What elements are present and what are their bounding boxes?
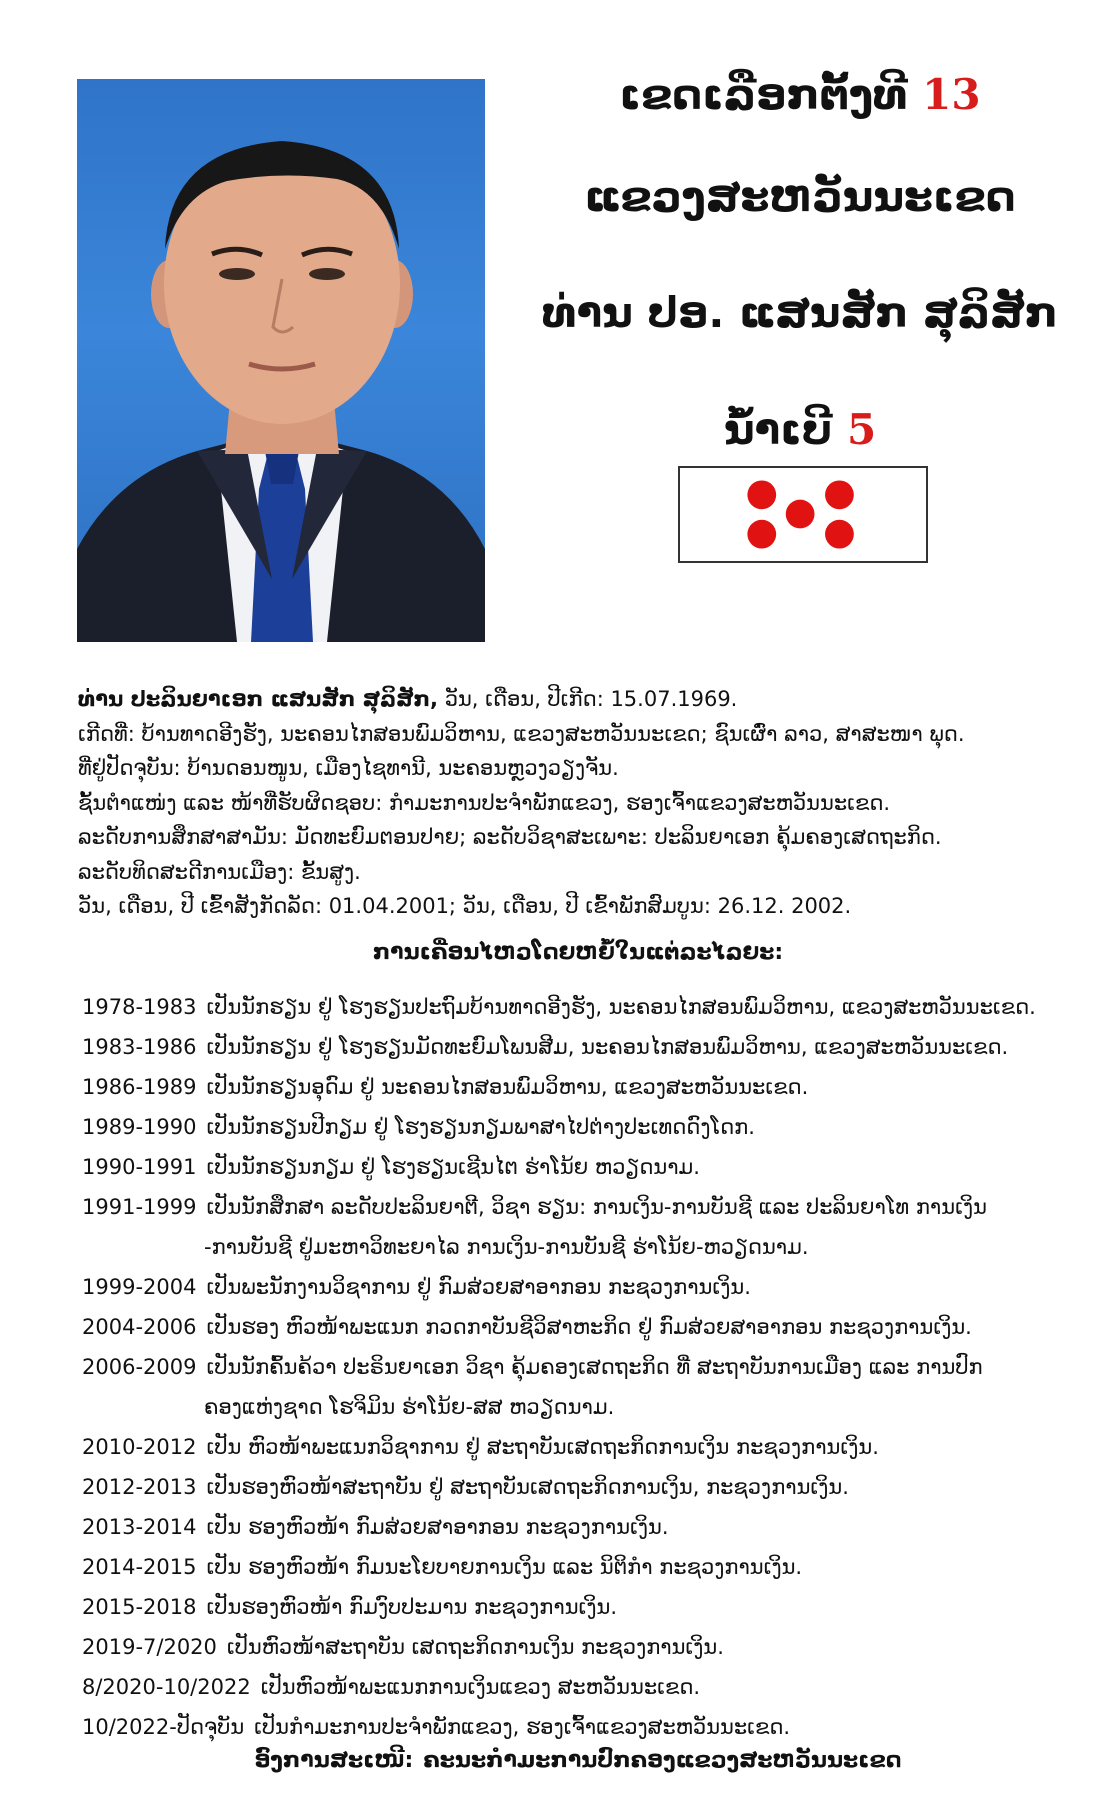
nominating-label: ອົງການສະເໜີ:	[254, 1748, 414, 1773]
career-period: 2015-2018	[82, 1595, 197, 1619]
candidate-name-heading: ທ່ານ ປອ. ແສນສັກ ສຸລິສັກ	[542, 288, 1058, 337]
career-description: ເປັນຫົວໜ້າສະຖາບັນ ເສດຖະກິດການເງິນ ກະຊວງການເງິນ.	[226, 1635, 724, 1659]
career-description-continued: -ການບັນຊີ ຢູ່ມະຫາວິທະຍາໄລ ການເງິນ-ການບັນຊີ ຮ່າໂນ້ຍ-ຫວຽດນາມ.	[204, 1235, 809, 1259]
career-description: ເປັນນັກຮຽນ ຢູ່ ໂຮງຮຽນມັດທະຍົມໂພນສີມ, ນະຄອນໄກສອນພົມວິຫານ, ແຂວງສະຫວັນນະເຂດ.	[206, 1035, 1009, 1059]
constituency-prefix: ເຂດເລືອກຕັ້ງທີ	[619, 70, 908, 119]
ballot-prefix: ນ້ຳເບີ	[723, 405, 833, 454]
career-item	[82, 1507, 1092, 1547]
career-description: ເປັນຮອງຫົວໜ້າ ກົມງົບປະມານ ກະຊວງການເງິນ.	[206, 1595, 618, 1619]
bio-line: ວັນ, ເດືອນ, ປີ ເຂົ້າສັງກັດລັດ: 01.04.2001; ວັນ, ເດືອນ, ປີ ເຂົ້າພັກສົມບູນ: 26.12. 2002.	[78, 894, 852, 918]
career-item	[82, 1427, 1092, 1467]
career-item	[82, 1347, 1092, 1387]
career-description: ເປັນ ຫົວໜ້າພະແນກວິຊາການ ຢູ່ ສະຖາບັນເສດຖະກິດການເງິນ ກະຊວງການເງິນ.	[206, 1435, 879, 1459]
bio-name: ທ່ານ ປະລິນຍາເອກ ແສນສັກ ສຸລິສັກ,	[78, 687, 439, 711]
nominating-organization	[78, 1748, 1078, 1773]
bio-dob: ວັນ, ເດືອນ, ປີເກີດ: 15.07.1969.	[438, 687, 738, 711]
career-description: ເປັນກຳມະການປະຈຳພັກແຂວງ, ຮອງເຈົ້າແຂວງສະຫວັນນະເຂດ.	[254, 1715, 791, 1739]
career-description: ເປັນນັກຮຽນກຽມ ຢູ່ ໂຮງຮຽນເຊີນໄຕ ຮ່າໂນ້ຍ ຫວຽດນາມ.	[206, 1155, 700, 1179]
ballot-symbol-box	[678, 466, 928, 563]
career-period: 1999-2004	[82, 1275, 197, 1299]
career-period: 2012-2013	[82, 1475, 197, 1499]
career-period: 2019-7/2020	[82, 1635, 217, 1659]
career-period: 1983-1986	[82, 1035, 197, 1059]
career-description: ເປັນນັກຮຽນປີກຽມ ຢູ່ ໂຮງຮຽນກຽມພາສາໄປຕ່າງປະເທດດົງໂດກ.	[206, 1115, 755, 1139]
constituency-heading	[520, 70, 1080, 119]
career-item	[82, 1307, 1092, 1347]
constituency-number: 13	[922, 70, 981, 119]
career-period: 1989-1990	[82, 1115, 197, 1139]
bio-name-line	[78, 682, 1088, 717]
career-item	[82, 1627, 1092, 1667]
career-description: ເປັນຮອງຫົວໜ້າສະຖາບັນ ຢູ່ ສະຖາບັນເສດຖະກິດການເງິນ, ກະຊວງການເງິນ.	[206, 1475, 849, 1499]
career-period: 2014-2015	[82, 1555, 197, 1579]
bio-line: ເກີດທີ່: ບ້ານທາດອີງຮັງ, ນະຄອນໄກສອນພົມວິຫານ, ແຂວງສະຫວັນນະເຂດ; ຊົນເຜົ່າ ລາວ, ສາສະໜາ ພຸດ.	[78, 721, 965, 746]
career-item	[82, 1467, 1092, 1507]
career-description: ເປັນ ຮອງຫົວໜ້າ ກົມສ່ວຍສາອາກອນ ກະຊວງການເງິນ.	[206, 1515, 669, 1539]
career-period: 10/2022-ປັດຈຸບັນ	[82, 1715, 245, 1739]
career-item	[82, 1547, 1092, 1587]
career-description: ເປັນນັກຮຽນ ຢູ່ ໂຮງຮຽນປະຖົມບ້ານທາດອີງຮັງ, ນະຄອນໄກສອນພົມວິຫານ, ແຂວງສະຫວັນນະເຂດ.	[206, 995, 1036, 1019]
career-list	[82, 987, 1092, 1747]
career-description: ເປັນນັກສຶກສາ ລະດັບປະລິນຍາຕີ, ວິຊາ ຮຽນ: ການເງິນ-ການບັນຊີ ແລະ ປະລິນຍາໂທ ການເງິນ	[206, 1195, 987, 1219]
candidate-bio	[78, 682, 1088, 924]
career-section-title: ການເຄື່ອນໄຫວໂດຍຫຍໍ້ໃນແຕ່ລະໄລຍະ:	[372, 940, 784, 965]
career-item	[82, 1147, 1092, 1187]
career-period: 2006-2009	[82, 1355, 197, 1379]
career-item	[82, 1267, 1092, 1307]
career-period: 1978-1983	[82, 995, 197, 1019]
career-item	[82, 1107, 1092, 1147]
career-description: ເປັນຫົວໜ້າພະແນກການເງິນແຂວງ ສະຫວັນນະເຂດ.	[260, 1675, 701, 1699]
career-period: 8/2020-10/2022	[82, 1675, 251, 1699]
career-item	[82, 1587, 1092, 1627]
bio-line: ທີ່ຢູ່ປັດຈຸບັນ: ບ້ານດອນໜູນ, ເມືອງໄຊທານີ, ນະຄອນຫຼວງວຽງຈັນ.	[78, 756, 619, 780]
ballot-number: 5	[846, 405, 877, 454]
career-period: 2010-2012	[82, 1435, 197, 1459]
career-item	[82, 1067, 1092, 1107]
career-item	[82, 987, 1092, 1027]
career-item	[82, 1027, 1092, 1067]
career-description: ເປັນນັກຄົ້ນຄ້ວາ ປະຣິນຍາເອກ ວິຊາ ຄຸ້ມຄອງເສດຖະກິດ ທີ່ ສະຖາບັນການເມືອງ ແລະ ການປົກ	[206, 1355, 983, 1379]
career-period: 1991-1999	[82, 1195, 197, 1219]
province-heading: ແຂວງສະຫວັນນະເຂດ	[584, 172, 1016, 221]
career-description: ເປັນຮອງ ຫົວໜ້າພະແນກ ກວດກາບັນຊີວິສາຫະກິດ ຢູ່ ກົມສ່ວຍສາອາກອນ ກະຊວງການເງິນ.	[206, 1315, 972, 1339]
career-period: 2004-2006	[82, 1315, 197, 1339]
bio-line: ຊັ້ນຕຳແໜ່ງ ແລະ ໜ້າທີ່ຮັບຜິດຊອບ: ກຳມະການປະຈຳພັກແຂວງ, ຮອງເຈົ້າແຂວງສະຫວັນນະເຂດ.	[78, 790, 891, 815]
career-description: ເປັນພະນັກງານວິຊາການ ຢູ່ ກົມສ່ວຍສາອາກອນ ກະຊວງການເງິນ.	[206, 1275, 751, 1299]
nominating-value: ຄະນະກຳມະການປົກຄອງແຂວງສະຫວັນນະເຂດ	[423, 1748, 902, 1773]
career-period: 1986-1989	[82, 1075, 197, 1099]
candidate-portrait-illustration	[77, 79, 485, 642]
career-period: 1990-1991	[82, 1155, 197, 1179]
career-description: ເປັນນັກຮຽນອຸດົມ ຢູ່ ນະຄອນໄກສອນພົມວິຫານ, ແຂວງສະຫວັນນະເຂດ.	[206, 1075, 809, 1099]
career-item	[82, 1187, 1092, 1227]
ballot-number-heading	[520, 405, 1080, 454]
ballot-dots-icon	[680, 468, 926, 561]
bio-line: ລະດັບການສຶກສາສາມັນ: ມັດທະຍົມຕອນປາຍ; ລະດັບວິຊາສະເພາະ: ປະລິນຍາເອກ ຄຸ້ມຄອງເສດຖະກິດ.	[78, 825, 942, 849]
career-description: ເປັນ ຮອງຫົວໜ້າ ກົມນະໂຍບາຍການເງິນ ແລະ ນິຕິກຳ ກະຊວງການເງິນ.	[206, 1555, 803, 1579]
bio-line: ລະດັບທິດສະດີການເມືອງ: ຂັ້ນສູງ.	[78, 859, 361, 884]
candidate-photo	[77, 79, 485, 642]
career-item	[82, 1707, 1092, 1747]
career-item	[82, 1667, 1092, 1707]
career-description-continued: ຄອງແຫ່ງຊາດ ໂຮຈິມິນ ຮ່າໂນ້ຍ-ສສ ຫວຽດນາມ.	[204, 1395, 615, 1419]
career-period: 2013-2014	[82, 1515, 197, 1539]
